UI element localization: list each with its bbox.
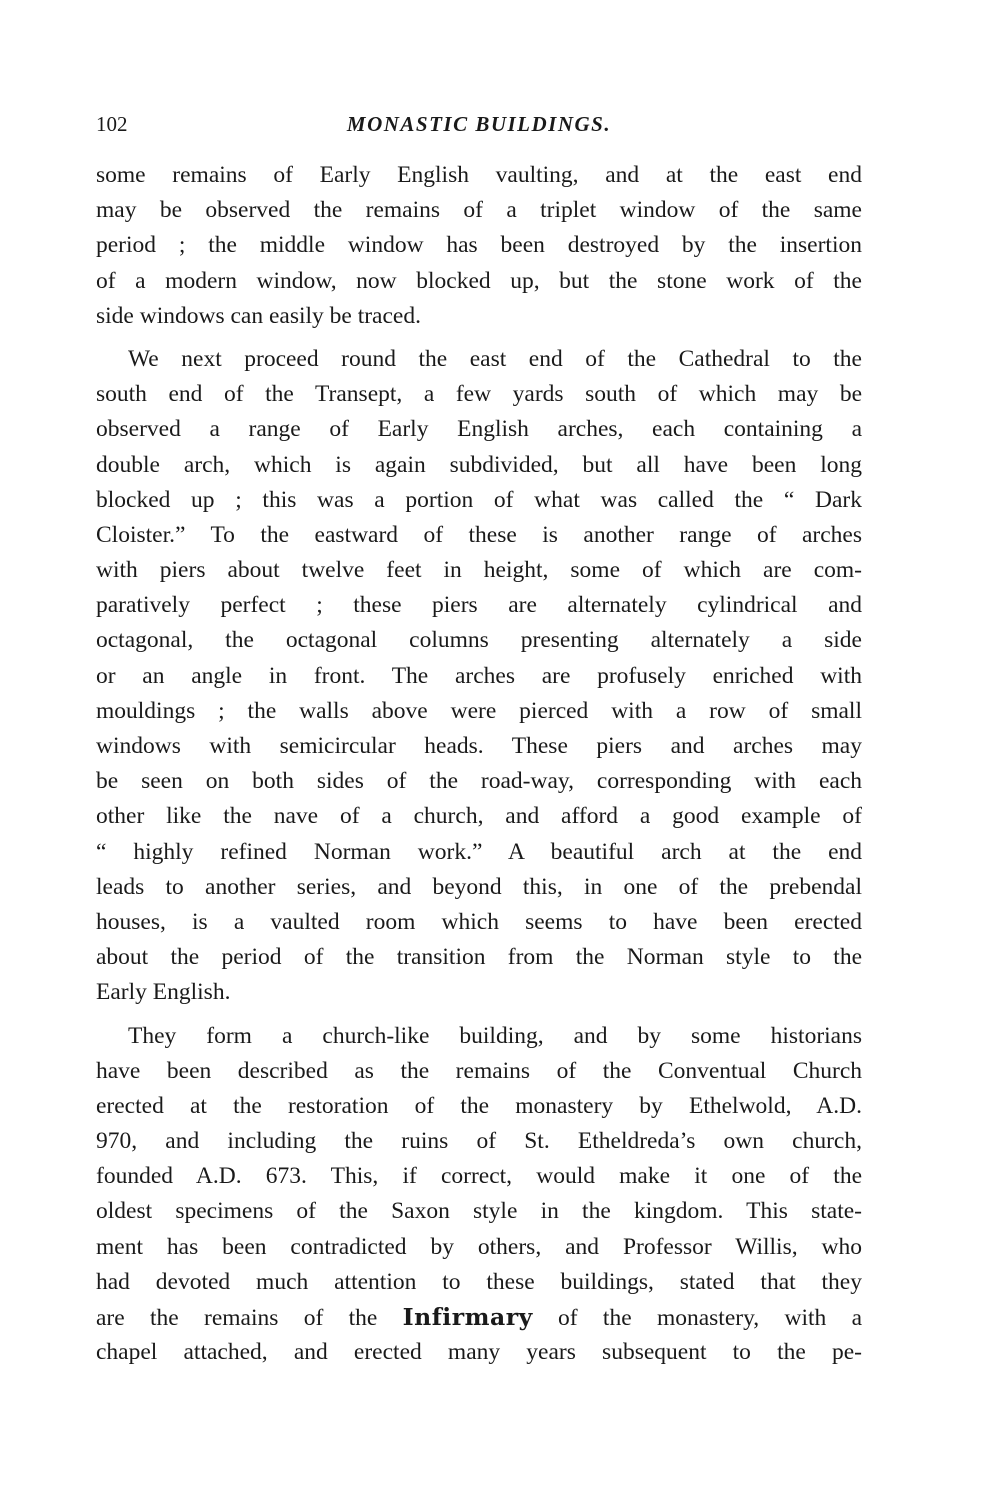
text-line: oldest specimens of the Saxon style in the kingdom. This state- [96, 1198, 862, 1225]
text-line: some remains of Early English vaulting, and at the east end [96, 162, 862, 188]
text-line: may be observed the remains of a triplet window of the same [96, 197, 862, 224]
paragraph-3 [96, 1019, 862, 1371]
text-segment: are the remains of the [96, 1305, 378, 1331]
running-head: MONASTIC BUILDINGS. [346, 112, 612, 136]
page-header [96, 102, 862, 138]
book-page [96, 102, 862, 1370]
text-line: double arch, which is again subdivided, but all have been long [96, 451, 862, 478]
paragraph-gap [96, 334, 862, 342]
text-line: or an angle in front. The arches are profusely enriched with [96, 662, 862, 689]
text-line: We next proceed round the east end of the Cathedral to the [128, 345, 862, 372]
text-line: paratively perfect ; these piers are alternately cylindrical and [96, 592, 862, 619]
text-line: other like the nave of a church, and afford a good example of [96, 803, 862, 830]
text-line: founded A.D. 673. This, if correct, would make it one of the [96, 1163, 862, 1190]
paragraph-1 [96, 158, 862, 334]
text-line: south end of the Transept, a few yards south of which may be [96, 381, 862, 408]
text-line: They form a church-like building, and by some historians [128, 1022, 862, 1049]
text-line: of a modern window, now blocked up, but the stone work of the [96, 267, 862, 294]
text-line: chapel attached, and erected many years subsequent to the pe- [96, 1339, 862, 1366]
text-line: blocked up ; this was a portion of what was called the “ Dark [96, 486, 862, 513]
text-line: mouldings ; the walls above were pierced with a row of small [96, 697, 862, 724]
text-line: had devoted much attention to these buildings, stated that they [96, 1268, 862, 1295]
text-line: windows with semicircular heads. These piers and arches may [96, 733, 862, 759]
text-line: erected at the restoration of the monastery by Ethelwold, A.D. [96, 1092, 862, 1119]
text-line: ment has been contradicted by others, and Professor Willis, who [96, 1233, 862, 1260]
text-line: houses, is a vaulted room which seems to have been erected [96, 908, 862, 935]
text-line-with-emphasis [96, 1300, 862, 1335]
paragraph-2 [96, 342, 862, 1011]
text-line: have been described as the remains of the Conventual Church [96, 1057, 862, 1084]
text-line: octagonal, the octagonal columns presenting alternately a side [96, 627, 862, 654]
text-segment: of the monastery, with a [558, 1305, 863, 1331]
text-line: Early English. [96, 979, 231, 1006]
text-line: period ; the middle window has been destroyed by the insertion [96, 232, 862, 259]
text-line: “ highly refined Norman work.” A beautiful arch at the end [96, 838, 862, 865]
text-line: side windows can easily be traced. [96, 302, 421, 329]
text-line: with piers about twelve feet in height, some of which are com- [96, 557, 862, 584]
blackletter-word: Infirmary [402, 1303, 533, 1331]
text-line: observed a range of Early English arches, each containing a [96, 416, 862, 443]
text-line: 970, and including the ruins of St. Etheldreda’s own church, [96, 1128, 862, 1155]
text-line: about the period of the transition from the Norman style to the [96, 944, 862, 971]
text-line: leads to another series, and beyond this, in one of the prebendal [96, 873, 862, 900]
text-line: Cloister.” To the eastward of these is another range of arches [96, 521, 862, 548]
text-line: be seen on both sides of the road-way, corresponding with each [96, 768, 862, 795]
body-text [96, 158, 862, 1370]
paragraph-gap [96, 1011, 862, 1019]
page-number: 102 [96, 112, 128, 136]
